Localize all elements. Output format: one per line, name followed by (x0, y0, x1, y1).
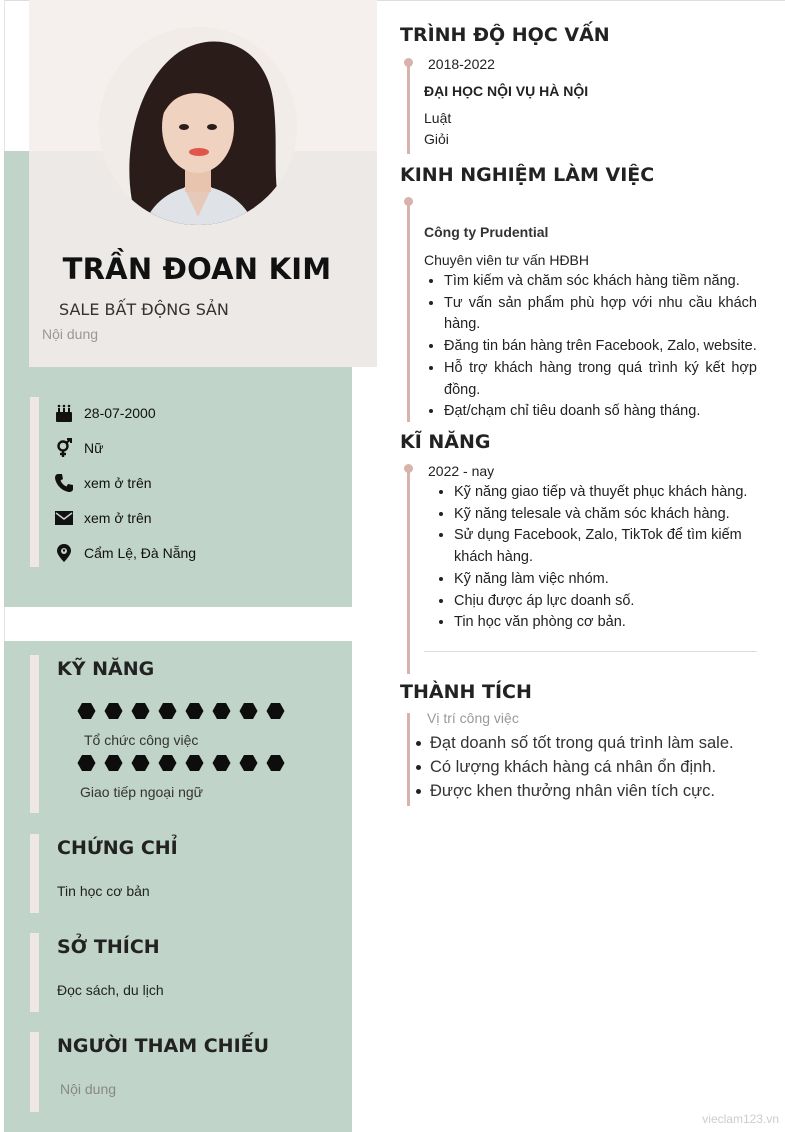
list-item: • Sử dụng Facebook, Zalo, TikTok để tìm kiếm khách hàng. (454, 525, 772, 568)
timeline-line (407, 466, 410, 674)
skill-rating-row (77, 754, 285, 772)
contact-email (53, 506, 152, 530)
timeline-dot (404, 58, 413, 67)
rating-hexagon (158, 754, 177, 772)
contact-address (53, 541, 196, 565)
watermark: vieclam123.vn (702, 1112, 779, 1126)
skill-label: Tổ chức công việc (84, 732, 199, 748)
section-divider (424, 651, 757, 652)
education-grade: Giỏi (424, 131, 449, 147)
list-item: Có lượng khách hàng cá nhân ổn định. (430, 755, 734, 779)
experience-title: KINH NGHIỆM LÀM VIỆC (400, 164, 655, 186)
contact-phone (53, 471, 152, 495)
references-title: NGƯỜI THAM CHIẾU (57, 1035, 270, 1057)
timeline-line (407, 199, 410, 422)
timeline-line (407, 59, 410, 154)
contact-birthday (53, 401, 156, 425)
rating-hexagon (266, 754, 285, 772)
hobbies-title: SỞ THÍCH (57, 936, 160, 958)
contact-accent-bar (30, 397, 39, 567)
rating-hexagon (185, 754, 204, 772)
job-note: Nội dung (42, 326, 99, 342)
achievements-list (430, 731, 734, 803)
experience-position: Chuyên viên tư vấn HĐBH (424, 252, 589, 268)
list-item: • Tin học văn phòng cơ bản. (454, 612, 772, 634)
timeline-line (407, 713, 410, 806)
list-item: • Tư vấn sản phẩm phù hợp với nhu cầu khách hàng. (444, 293, 757, 336)
rating-hexagon (77, 702, 96, 720)
rating-hexagon (104, 702, 123, 720)
gender-text: Nữ (84, 440, 104, 456)
certificates-text: Tin học cơ bản (57, 883, 150, 899)
birthday-cake-icon (53, 402, 75, 424)
skills-right-list (434, 482, 772, 634)
achievements-title: THÀNH TÍCH (400, 681, 532, 703)
candidate-name: TRẦN ĐOAN KIM (62, 252, 332, 286)
skills-right-period: 2022 - nay (428, 463, 495, 479)
phone-icon (53, 472, 75, 494)
certificates-title: CHỨNG CHỈ (57, 837, 178, 859)
rating-hexagon (239, 702, 258, 720)
education-period: 2018-2022 (428, 56, 495, 72)
gender-icon (53, 437, 75, 459)
phone-text: xem ở trên (84, 475, 152, 491)
rating-hexagon (77, 754, 96, 772)
rating-hexagon (266, 702, 285, 720)
rating-hexagon (212, 754, 231, 772)
list-item: • Kỹ năng giao tiếp và thuyết phục khách hàng. (454, 482, 772, 504)
rating-hexagon (131, 754, 150, 772)
hobbies-text: Đọc sách, du lịch (57, 982, 164, 998)
job-title: SALE BẤT ĐỘNG SẢN (59, 300, 229, 319)
location-icon (53, 542, 75, 564)
rating-hexagon (104, 754, 123, 772)
rating-hexagon (158, 702, 177, 720)
list-item: • Kỹ năng telesale và chăm sóc khách hàng. (454, 504, 772, 526)
rating-hexagon (212, 702, 231, 720)
experience-duties (424, 271, 757, 423)
references-accent-bar (30, 1032, 39, 1112)
timeline-dot (404, 197, 413, 206)
rating-hexagon (185, 702, 204, 720)
education-school: ĐẠI HỌC NỘI VỤ HÀ NỘI (424, 83, 589, 99)
email-text: xem ở trên (84, 510, 152, 526)
skills-left-title: KỸ NĂNG (57, 658, 155, 680)
experience-company: Công ty Prudential (424, 224, 549, 240)
list-item: • Hỗ trợ khách hàng trong quá trình ký kết hợp đồng. (444, 358, 757, 401)
skill-label: Giao tiếp ngoại ngữ (80, 784, 204, 800)
list-item: • Đạt/chạm chỉ tiêu doanh số hàng tháng. (444, 401, 757, 423)
list-item: Được khen thưởng nhân viên tích cực. (430, 779, 734, 803)
contact-gender (53, 436, 103, 460)
list-item: • Kỹ năng làm việc nhóm. (454, 569, 772, 591)
address-text: Cẩm Lệ, Đà Nẵng (84, 545, 197, 561)
certificates-accent-bar (30, 834, 39, 913)
profile-photo (99, 27, 297, 225)
birthday-text: 28-07-2000 (84, 405, 156, 421)
list-item: • Chịu được áp lực doanh số. (454, 591, 772, 613)
list-item: Đạt doanh số tốt trong quá trình làm sale. (430, 731, 734, 755)
rating-hexagon (239, 754, 258, 772)
list-item: • Đăng tin bán hàng trên Facebook, Zalo, website. (444, 336, 757, 358)
references-text: Nội dung (60, 1081, 117, 1097)
hobbies-accent-bar (30, 933, 39, 1012)
education-title: TRÌNH ĐỘ HỌC VẤN (400, 24, 610, 46)
skills-accent-bar (30, 655, 39, 813)
portrait-photo (99, 27, 297, 225)
achievements-subtitle: Vị trí công việc (427, 710, 519, 726)
list-item: • Tìm kiếm và chăm sóc khách hàng tiềm năng. (444, 271, 757, 293)
timeline-dot (404, 464, 413, 473)
skill-rating-row (77, 702, 285, 720)
rating-hexagon (131, 702, 150, 720)
skills-right-title: KĨ NĂNG (400, 431, 491, 453)
email-icon (53, 507, 75, 529)
education-major: Luật (424, 110, 452, 126)
